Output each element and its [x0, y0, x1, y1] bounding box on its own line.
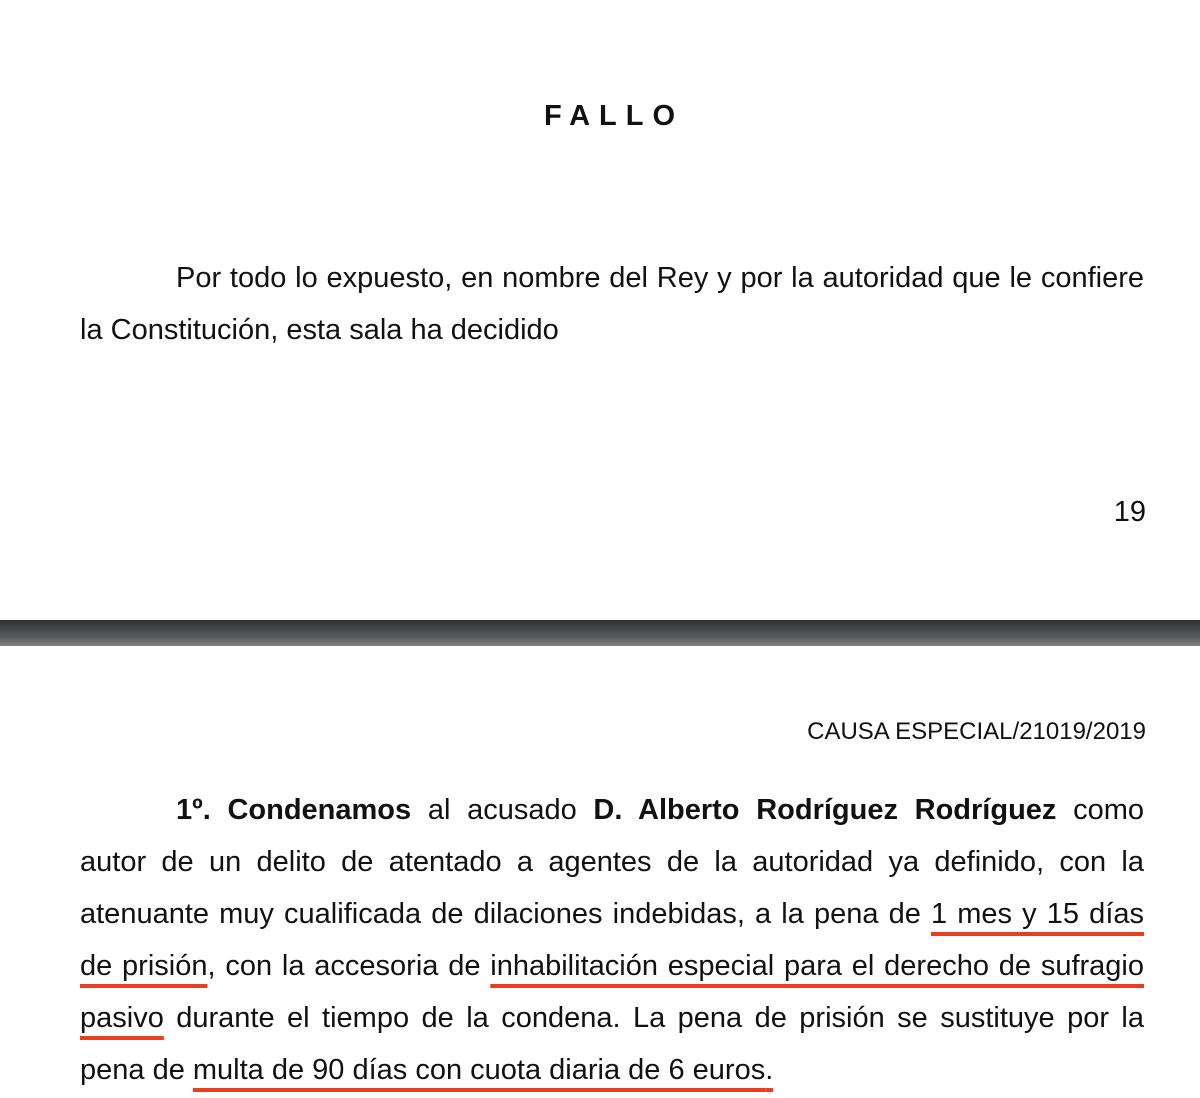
- page-number: 19: [1113, 496, 1146, 528]
- defendant-name: D. Alberto Rodríguez Rodríguez: [593, 794, 1057, 826]
- verdict-paragraph: [80, 784, 1144, 1096]
- verdict-text-3: , con la accesoria de: [207, 950, 481, 982]
- verdict-ordinal: 1º.: [176, 794, 211, 826]
- fine-highlight: multa de 90 días con cuota diaria de 6 euros: [192, 1054, 766, 1086]
- verdict-verb: Condenamos: [227, 794, 412, 826]
- page-separator: [0, 620, 1200, 646]
- verdict-text-1: al acusado: [427, 794, 577, 826]
- intro-paragraph: [80, 252, 1144, 356]
- case-number-header: CAUSA ESPECIAL/21019/2019: [807, 718, 1146, 745]
- verdict-text-4: durante el tiempo de la condena. La pena de prisión se sustituye por la pena de: [80, 1002, 1144, 1086]
- verdict-text-2: como autor de un delito de atentado a agentes de la autoridad ya definido, con la atenuante muy cualificada de dilaciones indebidas, a la pena de: [80, 794, 1145, 930]
- fallo-heading: FALLO: [543, 100, 685, 132]
- verdict-final-period: .: [765, 1054, 774, 1086]
- disqualification-highlight: inhabilitación especial para el derecho de sufragio pasivo: [80, 950, 1145, 1034]
- intro-text: Por todo lo expuesto, en nombre del Rey y por la autoridad que le confiere la Constitución, esta sala ha decidido: [80, 262, 1144, 346]
- prison-sentence-highlight: 1 mes y 15 días de prisión: [80, 898, 1145, 982]
